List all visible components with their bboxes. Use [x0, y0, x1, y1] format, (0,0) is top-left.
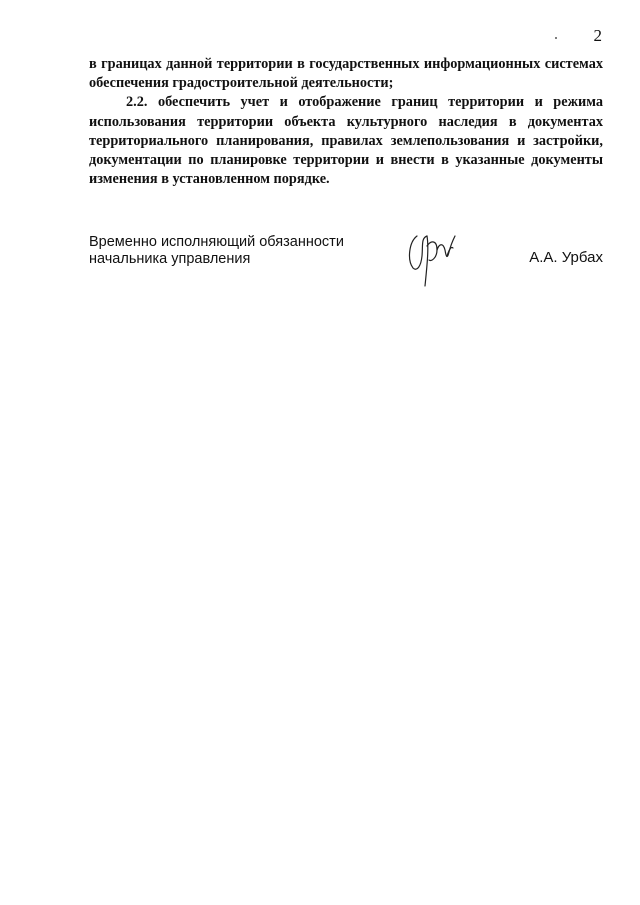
signature-block: [89, 234, 603, 294]
signer-position: [89, 234, 344, 267]
signer-position-line-1: Временно исполняющий обязанности: [89, 234, 344, 250]
page-number: 2: [593, 26, 602, 45]
handwritten-signature: [403, 226, 465, 296]
signer-position-line-2: начальника управления: [89, 250, 251, 267]
document-body: [89, 55, 603, 189]
paragraph-2-2: 2.2. обеспечить учет и отображение границ территории и режима использования территории объекта культурного наследия в документах территориального планирования, правилах землепользования и застройки, документации по планировке территории и внести в указанные документы изменения в установленном порядке.: [89, 94, 603, 188]
paragraph-continuation: в границах данной территории в государственных информационных системах обеспечения градостроительной деятельности;: [89, 56, 603, 92]
signer-name: А.А. Урбах: [529, 249, 603, 266]
scan-speck: [555, 37, 557, 39]
